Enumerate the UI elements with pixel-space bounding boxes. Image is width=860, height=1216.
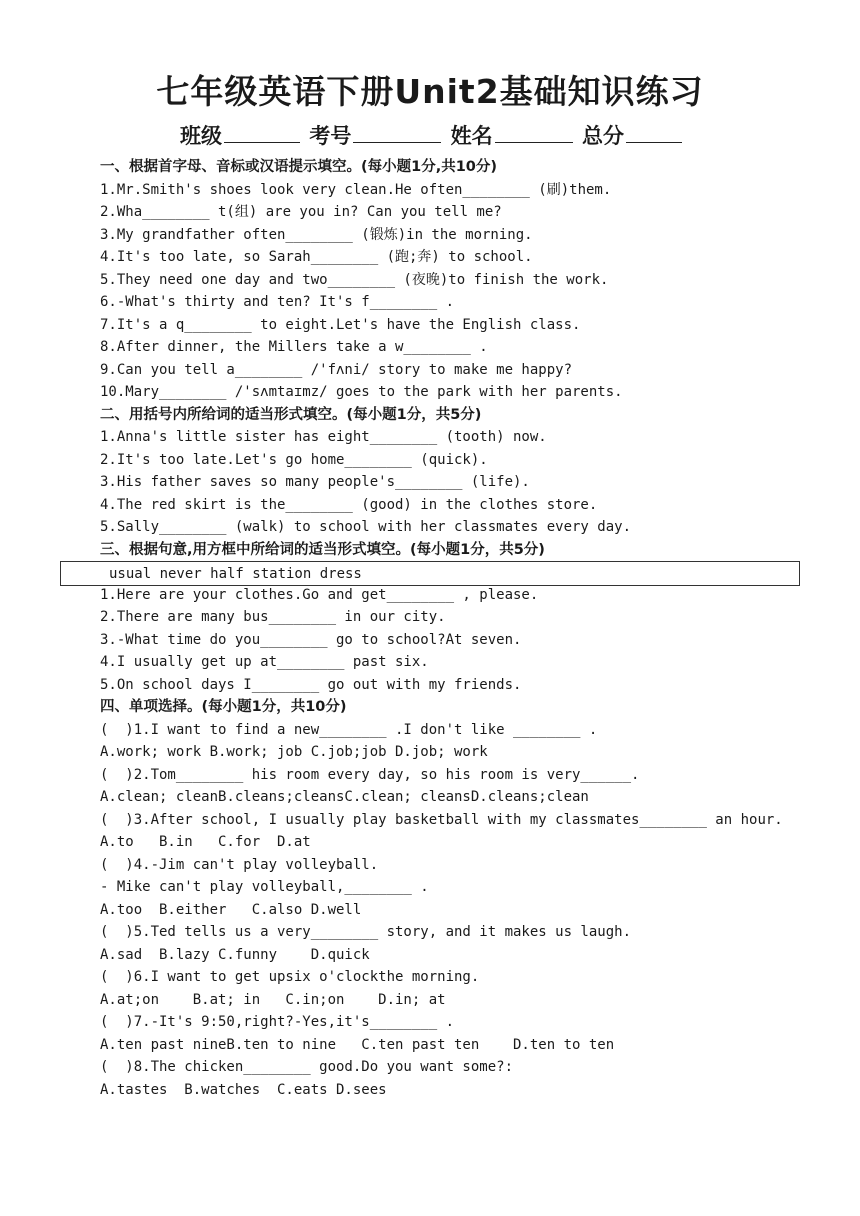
question-line: 3.My grandfather often________ (锻炼)in the morning. [100, 226, 533, 243]
question-line: 3.His father saves so many people's________ (life). [100, 474, 530, 490]
question-line: 2.It's too late.Let's go home________ (quick). [100, 451, 488, 468]
question-line: 4.I usually get up at________ past six. [100, 654, 429, 670]
question-line: ( )7.-It's 9:50,right?-Yes,it's________ . [100, 1014, 455, 1030]
question-line: A.work; work B.work; job C.job;job D.job; work [100, 744, 488, 760]
exercise-content [100, 156, 820, 1101]
question-line: A.ten past nineB.ten to nine C.ten past ten D.ten to ten [100, 1036, 615, 1053]
question-line: 2.There are many bus________ in our city. [100, 609, 446, 625]
question-line: 2.Wha________ t(组) are you in? Can you tell me? [100, 204, 502, 220]
section-heading: 四、单项选择。(每小题1分，共10分) [100, 699, 347, 715]
student-info-row [0, 120, 860, 150]
question-line: A.clean; cleanB.cleans;cleansC.clean; cleansD.cleans;clean [100, 789, 589, 805]
question-line: 8.After dinner, the Millers take a w________ . [100, 339, 488, 355]
question-line: 1.Anna's little sister has eight________ (tooth) now. [100, 429, 547, 445]
question-line: A.too B.either C.also D.well [100, 901, 362, 918]
question-line: 4.The red skirt is the________ (good) in the clothes store. [100, 496, 598, 513]
question-line: ( )2.Tom________ his room every day, so his room is very______. [100, 766, 640, 783]
question-line: A.tastes B.watches C.eats D.sees [100, 1081, 387, 1098]
class-label: 班级 [180, 124, 223, 148]
question-line: ( )4.-Jim can't play volleyball. [100, 856, 379, 873]
question-line: 6.-What's thirty and ten? It's f________ . [100, 294, 455, 310]
name-label: 姓名 [450, 124, 493, 148]
question-line: ( )8.The chicken________ good.Do you want some?: [100, 1059, 514, 1075]
question-line: 9.Can you tell a________ /'fʌni/ story to make me happy? [100, 361, 573, 378]
section-heading: 三、根据句意,用方框中所给词的适当形式填空。(每小题1分，共5分) [100, 541, 545, 558]
question-line: 5.They need one day and two________ (夜晚)to finish the work. [100, 271, 609, 288]
name-blank[interactable] [495, 122, 573, 143]
question-line: 7.It's a q________ to eight.Let's have the English class. [100, 316, 581, 333]
question-line: - Mike can't play volleyball,________ . [100, 879, 429, 895]
question-line: 10.Mary________ /'sʌmtaɪmz/ goes to the park with her parents. [100, 384, 623, 400]
question-line: ( )3.After school, I usually play basketball with my classmates________ an hour. [100, 811, 783, 828]
question-line: A.to B.in C.for D.at [100, 834, 311, 850]
question-line: A.at;on B.at; in C.in;on D.in; at [100, 991, 446, 1008]
score-blank[interactable] [626, 122, 682, 143]
question-line: ( )5.Ted tells us a very________ story, and it makes us laugh. [100, 924, 632, 940]
class-blank[interactable] [224, 122, 300, 143]
question-line: 3.-What time do you________ go to school?At seven. [100, 631, 522, 648]
question-line: 5.On school days I________ go out with my friends. [100, 676, 522, 693]
question-line: 5.Sally________ (walk) to school with her classmates every day. [100, 519, 632, 535]
question-line: ( )6.I want to get upsix o'clockthe morning. [100, 969, 480, 985]
number-blank[interactable] [353, 122, 441, 143]
section-heading: 二、用括号内所给词的适当形式填空。(每小题1分，共5分) [100, 406, 482, 423]
score-label: 总分 [581, 124, 624, 148]
question-line: ( )1.I want to find a new________ .I don't like ________ . [100, 721, 598, 738]
question-line: 4.It's too late, so Sarah________ (跑;奔) to school. [100, 249, 533, 265]
question-line: A.sad B.lazy C.funny D.quick [100, 946, 370, 963]
question-line: 1.Here are your clothes.Go and get________ , please. [100, 586, 539, 603]
number-label: 考号 [309, 124, 352, 148]
page-title: 七年级英语下册Unit2基础知识练习 [156, 72, 704, 111]
question-line: 1.Mr.Smith's shoes look very clean.He often________ (刷)them. [100, 181, 612, 198]
word-box: usual never half station dress [60, 561, 800, 586]
section-heading: 一、根据首字母、音标或汉语提示填空。(每小题1分,共10分) [100, 159, 498, 175]
